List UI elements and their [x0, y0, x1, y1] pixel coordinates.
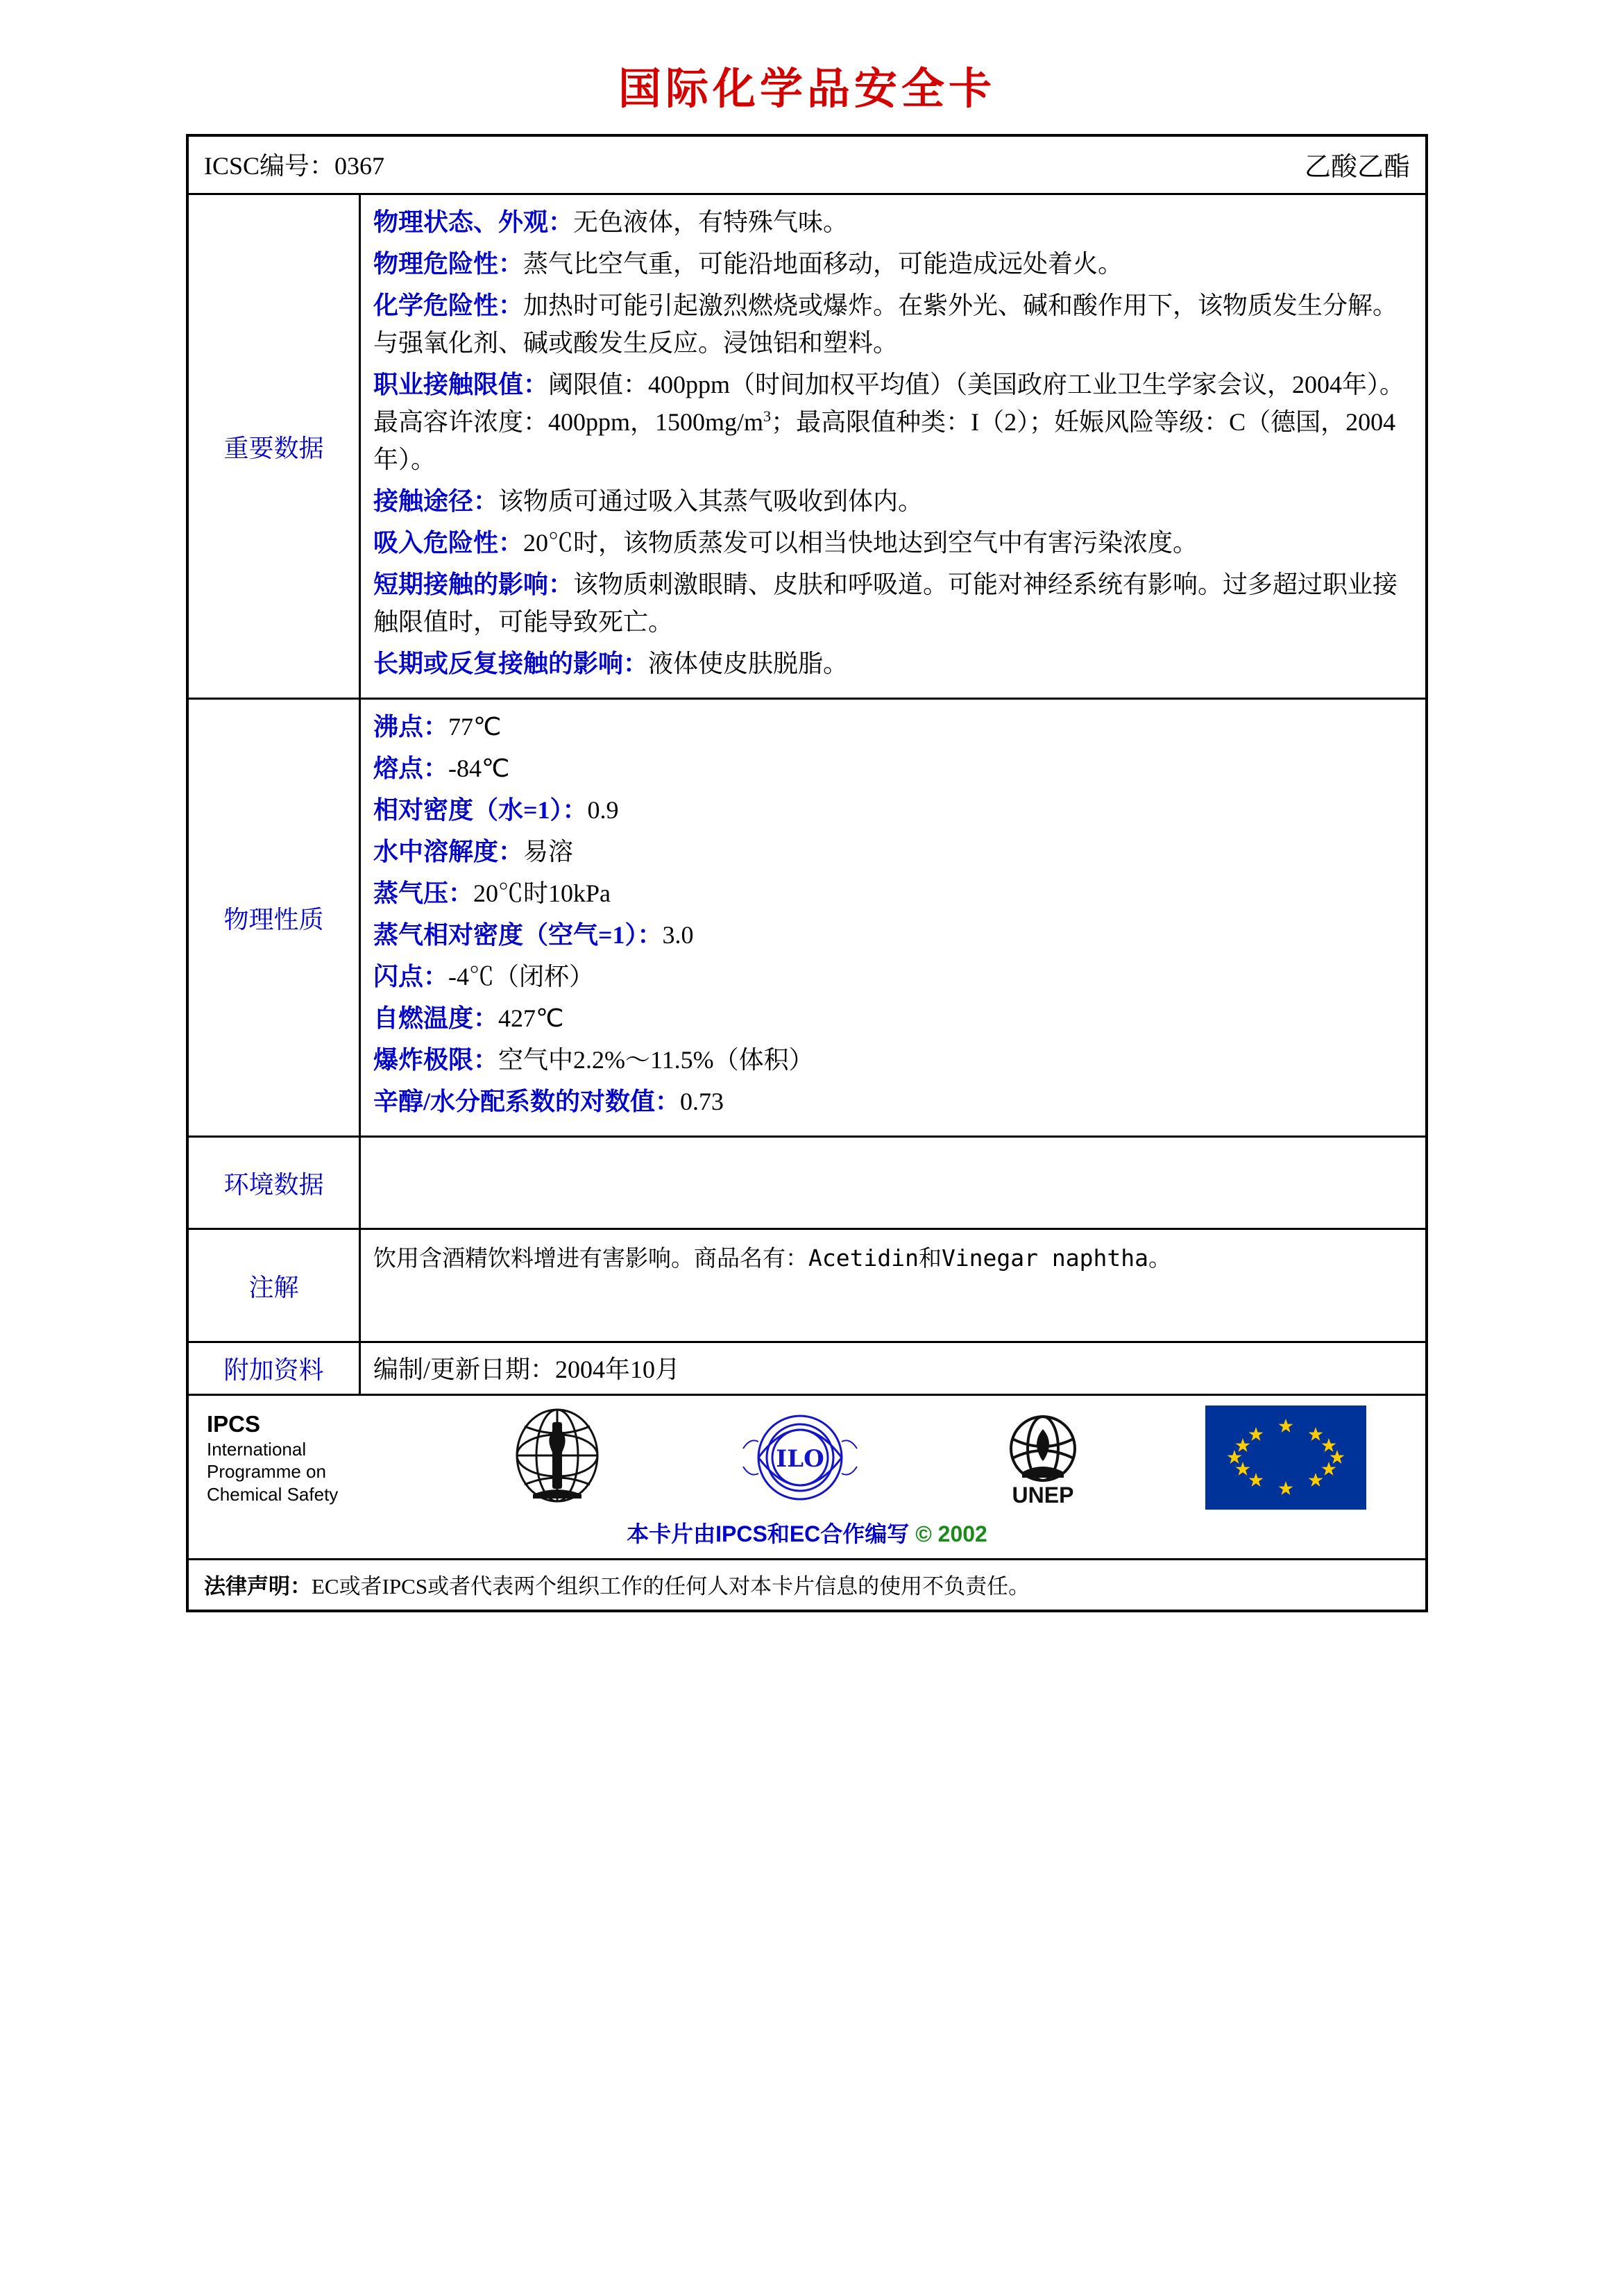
entry-key: 水中溶解度： [373, 838, 524, 866]
section-content-additional-info: 编制/更新日期：2004年10月 [373, 1356, 681, 1383]
entry-value: 0.9 [587, 796, 619, 824]
entry-key: 物理危险性： [373, 250, 524, 278]
section-label-physical-properties: 物理性质 [189, 700, 361, 1136]
ipcs-wordmark [207, 1410, 436, 1506]
ilo-logo-slot [679, 1406, 921, 1510]
legal-notice [189, 1560, 1425, 1610]
entry-inhalation-risk [373, 524, 1410, 562]
entry-value: 0.73 [680, 1088, 724, 1115]
eu-flag-icon [1205, 1406, 1366, 1510]
entry-value: 20℃时，该物质蒸发可以相当快地达到空气中有害污染浓度。 [523, 529, 1198, 557]
unep-logo-icon [974, 1406, 1112, 1510]
section-label-additional-info: 附加资料 [189, 1343, 361, 1394]
card-footer [189, 1396, 1425, 1560]
section-content-notes [361, 1230, 1425, 1341]
ipcs-abbr: IPCS [207, 1410, 261, 1437]
icsc-number-block [204, 146, 1305, 182]
entry-key: 职业接触限值： [373, 371, 549, 398]
entry-value: 空气中2.2%～11.5%（体积） [498, 1046, 814, 1074]
entry-key: 长期或反复接触的影响： [373, 650, 649, 677]
section-additional-info [189, 1343, 1425, 1396]
section-content-physical-properties [361, 700, 1425, 1136]
entry-value: -4℃（闭杯） [448, 963, 595, 990]
ilo-logo-icon [731, 1406, 869, 1510]
entry-key: 短期接触的影响： [373, 571, 574, 598]
entry-key: 蒸气压： [373, 879, 474, 907]
section-physical-properties [189, 700, 1425, 1138]
icsc-number-value: 0367 [334, 152, 385, 180]
section-label-notes: 注解 [189, 1230, 361, 1341]
who-logo-slot [436, 1406, 679, 1510]
ipcs-line1: International [207, 1438, 307, 1460]
entry-key: 自燃温度： [373, 1004, 499, 1032]
entry-occupational-exposure-limits [373, 366, 1410, 478]
entry-short-term-effects [373, 566, 1410, 641]
entry-key: 爆炸极限： [373, 1046, 499, 1074]
section-important-data [189, 195, 1425, 700]
entry-vapour-pressure [373, 875, 1410, 912]
entry-boiling-point [373, 708, 1410, 745]
entry-relative-density [373, 791, 1410, 829]
entry-physical-hazards [373, 245, 1410, 282]
entry-physical-state [373, 203, 1410, 241]
section-label-environmental-data: 环境数据 [189, 1138, 361, 1228]
entry-key: 吸入危险性： [373, 529, 524, 557]
entry-long-term-effects [373, 645, 1410, 682]
icsc-card [186, 134, 1428, 1612]
entry-value: 蒸气比空气重，可能沿地面移动，可能造成远处着火。 [523, 250, 1123, 278]
ipcs-line2: Programme on [207, 1461, 326, 1483]
entry-auto-ignition-temperature [373, 999, 1410, 1037]
entry-value: 该物质刺激眼睛、皮肤和呼吸道。可能对神经系统有影响。过多超过职业接触限值时，可能导致死亡。 [373, 571, 1398, 636]
section-label-important-data: 重要数据 [189, 195, 361, 698]
legal-label: 法律声明： [204, 1574, 312, 1598]
legal-text: EC或者IPCS或者代表两个组织工作的任何人对本卡片信息的使用不负责任。 [312, 1574, 1030, 1598]
entry-routes-of-exposure [373, 482, 1410, 520]
entry-value: 20℃时10kPa [473, 879, 611, 907]
entry-value: 无色液体，有特殊气味。 [573, 208, 849, 236]
icsc-number-label: ICSC编号： [204, 152, 335, 180]
eu-flag-slot [1164, 1406, 1407, 1510]
unep-logo-slot [921, 1406, 1164, 1510]
section-content-environmental-data [361, 1138, 1425, 1228]
page-title: 国际化学品安全卡 [618, 63, 996, 114]
section-notes [189, 1230, 1425, 1343]
entry-chemical-hazards [373, 287, 1410, 362]
entry-explosive-limits [373, 1041, 1410, 1079]
entry-key: 熔点： [373, 754, 449, 782]
entry-water-solubility [373, 833, 1410, 870]
entry-key: 辛醇/水分配系数的对数值： [373, 1088, 681, 1115]
entry-key: 蒸气相对密度（空气=1）： [373, 921, 663, 949]
entry-value: 77℃ [448, 713, 502, 741]
who-logo-icon [491, 1406, 623, 1510]
section-environmental-data [189, 1138, 1425, 1230]
section-content-important-data [361, 195, 1425, 698]
entry-value: 该物质可通过吸入其蒸气吸收到体内。 [498, 487, 924, 515]
entry-octanol-water-partition [373, 1083, 1410, 1120]
substance-name: 乙酸乙酯 [1304, 153, 1410, 182]
svg-text:ILO: ILO [776, 1445, 824, 1473]
entry-key: 沸点： [373, 713, 449, 741]
icsc-card-page [0, 54, 1614, 2296]
ipcs-line3: Chemical Safety [207, 1483, 339, 1505]
entry-key: 相对密度（水=1）： [373, 796, 588, 824]
entry-value: 3.0 [662, 921, 694, 949]
entry-value: 易溶 [523, 838, 574, 866]
entry-value: -84℃ [448, 754, 510, 782]
entry-melting-point [373, 750, 1410, 787]
notes-text: 饮用含酒精饮料增进有害影响。商品名有：Acetidin和Vinegar naphtha。 [373, 1244, 1171, 1272]
cooperation-text: 本卡片由IPCS和EC合作编写 [627, 1521, 910, 1546]
card-header [189, 137, 1425, 195]
copyright-text: © 2002 [915, 1521, 987, 1546]
entry-flash-point [373, 958, 1410, 995]
entry-key: 闪点： [373, 963, 449, 990]
entry-value: 液体使皮肤脱脂。 [648, 650, 849, 677]
entry-key: 接触途径： [373, 487, 499, 515]
logo-strip [189, 1396, 1425, 1514]
entry-value: 加热时可能引起激烈燃烧或爆炸。在紫外光、碱和酸作用下，该物质发生分解。与强氧化剂、碱或酸发生反应。浸蚀铝和塑料。 [373, 292, 1398, 357]
cooperation-line [189, 1514, 1425, 1558]
entry-vapour-relative-density [373, 916, 1410, 954]
entry-value: 427℃ [498, 1004, 564, 1032]
entry-value: 阈限值：400ppm（时间加权平均值）（美国政府工业卫生学家会议，2004年）。最高容许浓度：400ppm，$1500mg/m^3$；最高限值种类：I（2）；妊娠风险等级：C（德国，2004年）。 [373, 371, 1405, 473]
entry-key: 物理状态、外观： [373, 208, 574, 236]
svg-text:UNEP: UNEP [1012, 1483, 1074, 1508]
entry-key: 化学危险性： [373, 292, 524, 319]
